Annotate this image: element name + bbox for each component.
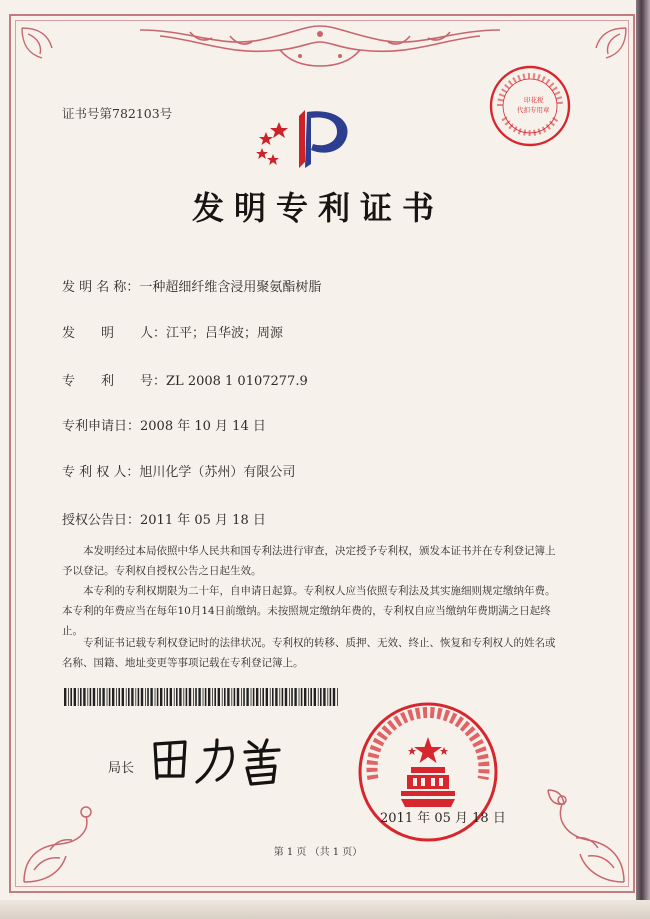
barcode-bar xyxy=(170,688,172,706)
director-signature xyxy=(145,730,295,788)
barcode-bar xyxy=(97,688,98,706)
barcode-bar xyxy=(183,688,184,706)
barcode-bar xyxy=(109,688,111,706)
barcode-bar xyxy=(78,688,79,706)
barcode-bar xyxy=(256,688,258,706)
field-label: 发 明 人： xyxy=(62,326,167,341)
corner-ornament-bottom-right xyxy=(528,770,628,886)
barcode-bar xyxy=(285,688,287,706)
barcode-bar xyxy=(310,688,312,706)
scan-edge-right xyxy=(636,0,650,919)
barcode-bar xyxy=(186,688,188,706)
corner-ornament-top-left xyxy=(18,24,78,84)
grant-date-field xyxy=(62,509,266,528)
barcode-bar xyxy=(212,688,213,706)
barcode-bar xyxy=(323,688,325,706)
barcode-bar xyxy=(135,688,136,706)
barcode-bar xyxy=(333,688,335,706)
barcode-bar xyxy=(147,688,149,706)
scan-edge-bottom xyxy=(0,900,650,919)
barcode-bar xyxy=(234,688,236,706)
barcode-bar xyxy=(198,688,200,706)
barcode-bar xyxy=(251,688,252,706)
barcode-bar xyxy=(314,688,316,706)
barcode-bar xyxy=(90,688,92,706)
seal-date: 2011 年 05 月 18 日 xyxy=(380,811,506,826)
field-value: 2011 年 05 月 18 日 xyxy=(140,513,266,528)
barcode-bar xyxy=(155,688,156,706)
corner-ornament-bottom-left xyxy=(20,790,110,886)
barcode-bar xyxy=(70,688,72,706)
body-paragraph-legal-status: 专利证书记载专利权登记时的法律状况。专利权的转移、质押、无效、终止、恢复和专利权人的姓名或名称、国籍、地址变更等事项记载在专利登记簿上。 xyxy=(62,637,556,669)
barcode-bar xyxy=(112,688,114,706)
barcode-bar xyxy=(275,688,277,706)
barcode-bar xyxy=(330,688,332,706)
barcode-bar xyxy=(160,688,162,706)
barcode-bar xyxy=(138,688,140,706)
barcode xyxy=(64,688,339,706)
barcode-bar xyxy=(118,688,120,706)
barcode-bar xyxy=(243,688,245,706)
barcode-bar xyxy=(83,688,85,706)
svg-text:印花税: 印花税 xyxy=(524,96,544,104)
barcode-bar xyxy=(157,688,159,706)
barcode-bar xyxy=(164,688,165,706)
barcode-bar xyxy=(270,688,271,706)
body-paragraph-term: 本专利的专利权期限为二十年，自申请日起算。专利权人应当依照专利法及其实施细则规定缴纳年费。本专利的年费应当在每年10月14日前缴纳。未按照规定缴纳年费的，专利权自应当缴纳年费期满之日起终止。 xyxy=(62,585,556,637)
inventor-field xyxy=(62,322,283,341)
barcode-bar xyxy=(174,688,175,706)
field-value: 江平；吕华波；周源 xyxy=(166,326,284,341)
barcode-bar xyxy=(150,688,152,706)
field-label: 专 利 权 人： xyxy=(62,465,140,480)
barcode-bar xyxy=(126,688,127,706)
patentee-field xyxy=(62,461,295,480)
field-value: 旭川化学（苏州）有限公司 xyxy=(139,465,296,480)
barcode-bar xyxy=(193,688,194,706)
certificate-title: 发明专利证书 xyxy=(191,189,444,227)
barcode-bar xyxy=(93,688,95,706)
barcode-bar xyxy=(141,688,143,706)
barcode-bar xyxy=(318,688,319,706)
barcode-bar xyxy=(195,688,197,706)
barcode-bar xyxy=(179,688,181,706)
field-label: 专 利 号： xyxy=(62,374,167,389)
svg-text:代扣专用章: 代扣专用章 xyxy=(517,106,550,114)
barcode-bar xyxy=(327,688,328,706)
barcode-bar xyxy=(74,688,76,706)
barcode-bar xyxy=(262,688,264,706)
barcode-bar xyxy=(116,688,117,706)
application-date-field xyxy=(62,415,266,434)
barcode-bar xyxy=(203,688,204,706)
barcode-bar xyxy=(218,688,220,706)
barcode-bar xyxy=(282,688,284,706)
barcode-bar xyxy=(222,688,223,706)
barcode-bar xyxy=(208,688,210,706)
barcode-bar xyxy=(64,688,66,706)
barcode-bar xyxy=(128,688,130,706)
special-use-seal xyxy=(488,64,572,148)
barcode-bar xyxy=(299,688,300,706)
field-value: ZL 2008 1 0107277.9 xyxy=(166,374,308,389)
barcode-bar xyxy=(189,688,191,706)
field-label: 授权公告日： xyxy=(62,513,141,528)
barcode-bar xyxy=(145,688,146,706)
barcode-bar xyxy=(166,688,168,706)
barcode-bar xyxy=(205,688,207,706)
barcode-bar xyxy=(87,688,88,706)
barcode-bar xyxy=(289,688,290,706)
barcode-bar xyxy=(80,688,82,706)
barcode-bar xyxy=(337,688,338,706)
barcode-bar xyxy=(246,688,248,706)
field-value: 一种超细纤维含浸用聚氨酯树脂 xyxy=(139,280,322,295)
barcode-bar xyxy=(102,688,104,706)
page-number: 第 1 页 （共 1 页） xyxy=(273,847,363,858)
barcode-bar xyxy=(260,688,261,706)
barcode-bar xyxy=(231,688,232,706)
certificate-number: 证书号第782103号 xyxy=(62,106,173,121)
invention-name-field xyxy=(62,276,321,295)
body-paragraph-grant: 本发明经过本局依照中华人民共和国专利法进行审查，决定授予专利权，颁发本证书并在专利登记簿上予以登记。专利权自授权公告之日起生效。 xyxy=(62,545,556,577)
barcode-bar xyxy=(68,688,69,706)
field-label: 发 明 名 称： xyxy=(62,280,140,295)
barcode-bar xyxy=(304,688,306,706)
barcode-bar xyxy=(266,688,268,706)
barcode-bar xyxy=(176,688,178,706)
barcode-bar xyxy=(272,688,274,706)
barcode-bar xyxy=(237,688,239,706)
field-label: 专利申请日： xyxy=(62,419,141,434)
barcode-bar xyxy=(122,688,124,706)
corner-ornament-top-right xyxy=(570,24,630,84)
barcode-bar xyxy=(301,688,303,706)
barcode-bar xyxy=(227,688,229,706)
barcode-bar xyxy=(131,688,133,706)
barcode-bar xyxy=(107,688,108,706)
director-label: 局长 xyxy=(108,761,135,776)
patent-office-logo xyxy=(251,102,357,172)
barcode-bar xyxy=(320,688,322,706)
patent-number-field xyxy=(62,370,308,389)
barcode-bar xyxy=(308,688,309,706)
top-ornament xyxy=(130,22,510,74)
barcode-bar xyxy=(241,688,242,706)
barcode-bar xyxy=(99,688,101,706)
barcode-bar xyxy=(224,688,226,706)
barcode-bar xyxy=(214,688,216,706)
barcode-bar xyxy=(279,688,280,706)
barcode-bar xyxy=(294,688,296,706)
field-value: 2008 年 10 月 14 日 xyxy=(140,419,266,434)
barcode-bar xyxy=(253,688,255,706)
barcode-bar xyxy=(291,688,293,706)
